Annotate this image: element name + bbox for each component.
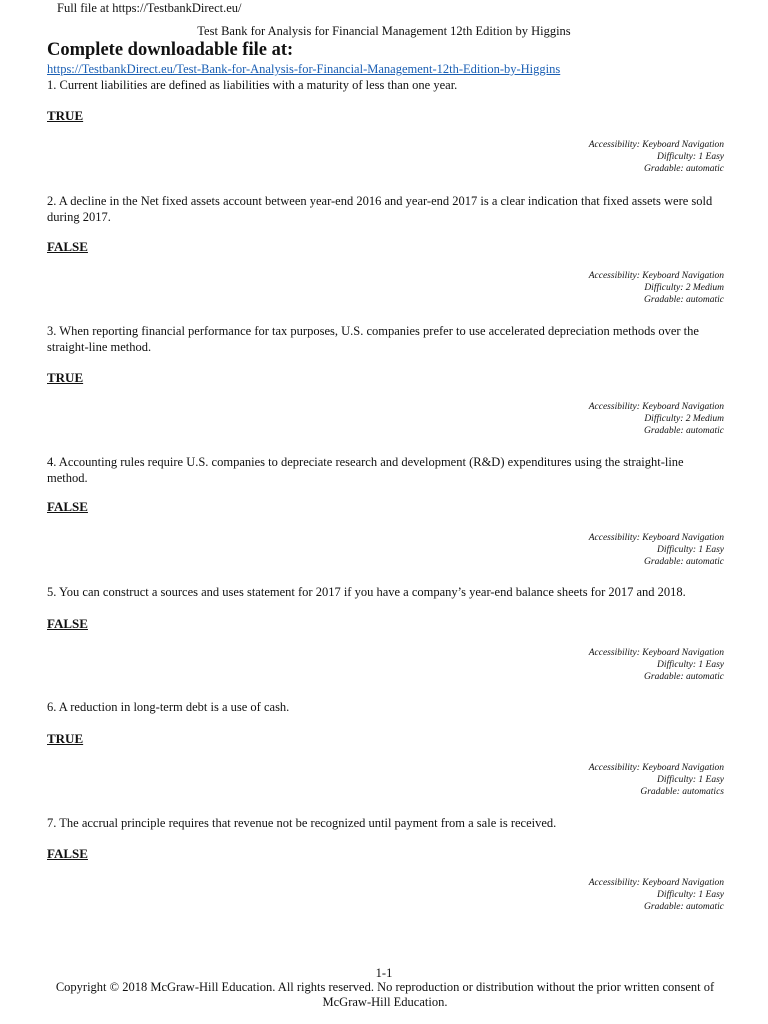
book-title: Test Bank for Analysis for Financial Management 12th Edition by Higgins [197,24,571,38]
difficulty-tag: Difficulty: 1 Easy [656,545,724,555]
page-number: 1-1 [375,966,393,980]
question-6-meta [464,762,724,798]
complete-file-heading: Complete downloadable file at: [47,40,294,60]
question-5-meta [464,647,724,683]
question-7-answer: FALSE [47,846,88,861]
accessibility-tag: Accessibility: Keyboard Navigation [588,271,724,281]
accessibility-tag: Accessibility: Keyboard Navigation [588,878,724,888]
difficulty-tag: Difficulty: 1 Easy [656,152,724,162]
full-file-note: Full file at https://TestbankDirect.eu/ [57,1,242,15]
question-4-text: 4. Accounting rules require U.S. companies to depreciate research and development (R&D) expenditures using the straight-line method. [47,455,684,485]
gradable-tag: Gradable: automatic [644,426,724,436]
difficulty-tag: Difficulty: 2 Medium [644,414,724,424]
question-4-meta [464,532,724,568]
difficulty-tag: Difficulty: 2 Medium [644,283,724,293]
gradable-tag: Gradable: automatic [644,902,724,912]
question-7-text: 7. The accrual principle requires that revenue not be recognized until payment from a sale is received. [47,816,557,830]
accessibility-tag: Accessibility: Keyboard Navigation [588,763,724,773]
question-3-answer: TRUE [47,370,84,385]
question-7-meta [464,877,724,913]
gradable-tag: Gradable: automatics [640,787,724,797]
question-5-text: 5. You can construct a sources and uses statement for 2017 if you have a company’s year-end balance sheets for 2017 and 2018. [47,585,686,599]
question-5-answer: FALSE [47,616,88,631]
question-3-text: 3. When reporting financial performance for tax purposes, U.S. companies prefer to use accelerated depreciation methods over the straight-line method. [47,324,699,354]
question-2-text: 2. A decline in the Net fixed assets account between year-end 2016 and year-end 2017 is a clear indication that fixed assets were sold during 2017. [47,194,713,224]
copyright-notice: Copyright © 2018 McGraw-Hill Education. All rights reserved. No reproduction or distribution without the prior written consent of McGraw-Hill Education. [55,980,715,1009]
gradable-tag: Gradable: automatic [644,672,724,682]
difficulty-tag: Difficulty: 1 Easy [656,775,724,785]
question-4-answer: FALSE [47,499,88,514]
difficulty-tag: Difficulty: 1 Easy [656,890,724,900]
gradable-tag: Gradable: automatic [644,164,724,174]
difficulty-tag: Difficulty: 1 Easy [656,660,724,670]
question-2-meta [464,270,724,306]
gradable-tag: Gradable: automatic [644,557,724,567]
question-6-answer: TRUE [47,731,84,746]
accessibility-tag: Accessibility: Keyboard Navigation [588,140,724,150]
accessibility-tag: Accessibility: Keyboard Navigation [588,402,724,412]
question-6-text: 6. A reduction in long-term debt is a use of cash. [47,700,290,714]
question-3-meta [464,401,724,437]
accessibility-tag: Accessibility: Keyboard Navigation [588,533,724,543]
question-2-answer: FALSE [47,239,88,254]
accessibility-tag: Accessibility: Keyboard Navigation [588,648,724,658]
question-1-meta [464,139,724,175]
download-link[interactable]: https://TestbankDirect.eu/Test-Bank-for-Analysis-for-Financial-Management-12th-Edition-by-Higgins [47,62,561,76]
question-1-answer: TRUE [47,108,84,123]
gradable-tag: Gradable: automatic [644,295,724,305]
question-1-text: 1. Current liabilities are defined as liabilities with a maturity of less than one year. [47,78,458,92]
